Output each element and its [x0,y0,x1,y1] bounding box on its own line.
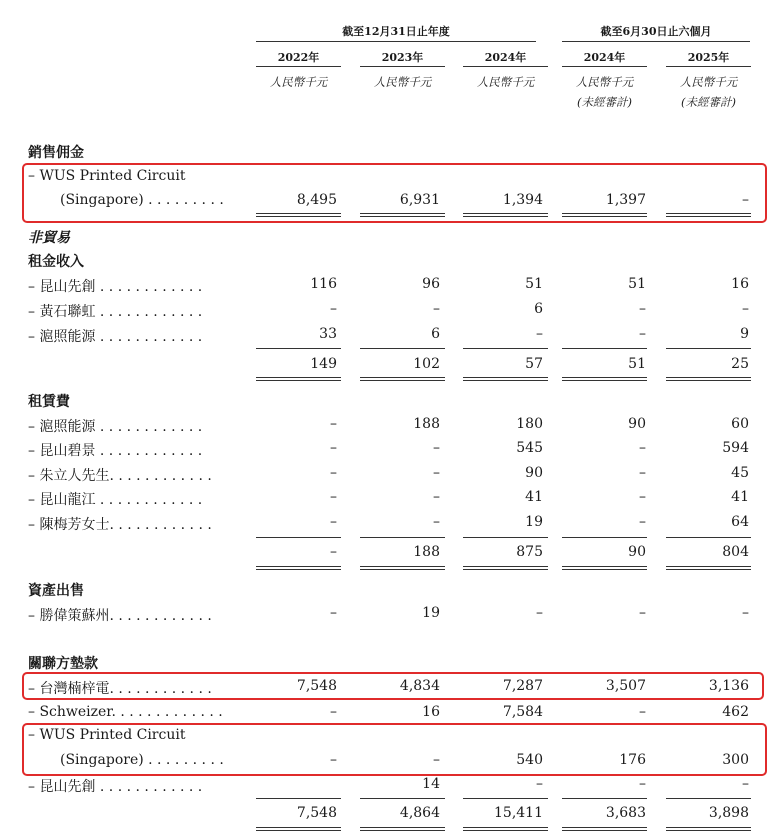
cell: – [433,465,440,481]
rule [666,827,751,828]
total-ra-2024h: 3,683 [605,805,646,821]
rule [360,798,445,799]
cell: – [330,605,337,621]
rule [256,827,341,828]
cell: 180 [516,416,543,432]
row-wus-sc-label-1: – WUS Printed Circuit [28,168,186,184]
cell: – [433,440,440,456]
section-related-advances: 關聯方墊款 [28,656,98,672]
cell: – [330,489,337,505]
row-le-5-label: – 陳梅芳女士. . . . . . . . . . . . [28,517,212,533]
cell: – [536,326,543,342]
total-ri-2024: 57 [525,356,543,372]
cell: – [742,301,749,317]
cell: – [536,776,543,792]
header-rule-col1 [256,66,341,67]
row-ri-3-label: – 滬照能源 . . . . . . . . . . . . [28,329,203,345]
total-le-2024h: 90 [628,544,646,560]
section-asset-sale: 資產出售 [28,583,84,599]
section-sales-commission: 銷售佣金 [28,145,84,161]
header-rule-col3 [463,66,548,67]
cell: 51 [525,276,543,292]
header-rule-col2 [360,66,445,67]
cell: 545 [516,440,543,456]
row-wus-sc-label-2: (Singapore) . . . . . . . . . [60,192,224,208]
row-as-1-label: – 勝偉策蘇州. . . . . . . . . . . . [28,608,212,624]
cell: – [330,752,337,768]
total-le-2024: 875 [516,544,543,560]
row-ra-4-label: – 昆山先創 . . . . . . . . . . . . [28,779,203,795]
header-unit-col5: 人民幣千元 [679,75,738,89]
highlight-box-wus-advances [22,723,767,776]
total-ra-2023: 4,864 [399,805,440,821]
cell: 90 [525,465,543,481]
cell-wus-sc-2024: 1,394 [502,192,543,208]
row-ra-3-label-1: – WUS Printed Circuit [28,727,186,743]
rule [463,830,548,831]
rule [666,348,751,349]
total-ra-2024: 15,411 [494,805,543,821]
total-ri-2022: 149 [310,356,337,372]
rule [360,380,445,381]
section-rental-income: 租金收入 [28,254,84,270]
header-year-2022: 2022年 [277,51,320,64]
cell: – [639,514,646,530]
cell: 45 [731,465,749,481]
rule [562,380,647,381]
rule [562,566,647,567]
cell: – [742,605,749,621]
rule [463,377,548,378]
rule [562,537,647,538]
row-ri-2-label: – 黃石聯虹 . . . . . . . . . . . . [28,304,203,320]
total-ra-2022: 7,548 [296,805,337,821]
header-rule-col5 [666,66,751,67]
rule [463,566,548,567]
rule [256,377,341,378]
cell: – [742,776,749,792]
rule [666,830,751,831]
cell: – [330,465,337,481]
cell: – [330,514,337,530]
rule [463,380,548,381]
header-unaudited-col4: (未經審計) [577,95,632,109]
cell: – [639,605,646,621]
cell: 7,548 [296,678,337,694]
rule [463,798,548,799]
cell: 14 [422,776,440,792]
highlight-box-sales-commission [22,163,767,223]
cell: – [330,301,337,317]
rule [256,569,341,570]
cell-wus-sc-2025h: – [742,192,749,208]
cell: 90 [628,416,646,432]
cell: 3,136 [708,678,749,694]
cell: – [639,440,646,456]
cell: 60 [731,416,749,432]
cell: 64 [731,514,749,530]
cell: 33 [319,326,337,342]
rule [666,380,751,381]
cell: – [330,440,337,456]
cell: 96 [422,276,440,292]
cell: – [330,704,337,720]
cell: 51 [628,276,646,292]
cell: 7,287 [502,678,543,694]
cell: – [639,326,646,342]
rule [562,377,647,378]
rule [360,566,445,567]
row-ri-1-label: – 昆山先創 . . . . . . . . . . . . [28,279,203,295]
row-le-3-label: – 朱立人先生. . . . . . . . . . . . [28,468,212,484]
rule [463,348,548,349]
cell-wus-sc-2023: 6,931 [399,192,440,208]
rule [463,537,548,538]
rule [256,566,341,567]
rule [463,569,548,570]
header-year-2025-interim: 2025年 [687,51,730,64]
rule [562,569,647,570]
cell: 16 [731,276,749,292]
cell: – [639,465,646,481]
header-group-interim: 截至6月30日止六個月 [600,25,712,38]
cell: – [433,489,440,505]
header-rule-col4 [562,66,647,67]
cell: – [639,704,646,720]
cell: 4,834 [399,678,440,694]
cell: 6 [431,326,440,342]
cell: – [330,416,337,432]
rule [360,827,445,828]
cell: 41 [731,489,749,505]
cell: 19 [422,605,440,621]
cell: 7,584 [502,704,543,720]
highlight-box-taiwan-nanzi [22,672,764,700]
rule [666,377,751,378]
cell: 9 [740,326,749,342]
rule [256,348,341,349]
total-le-2025h: 804 [722,544,749,560]
cell: 540 [516,752,543,768]
rule [256,798,341,799]
cell: – [639,301,646,317]
rule [562,830,647,831]
row-ra-3-label-2: (Singapore) . . . . . . . . . [60,752,224,768]
header-unit-col1: 人民幣千元 [269,75,328,89]
cell: – [639,489,646,505]
header-year-2023: 2023年 [381,51,424,64]
header-year-2024-interim: 2024年 [583,51,626,64]
cell: 188 [413,416,440,432]
cell-wus-sc-2024h: 1,397 [605,192,646,208]
header-unit-col4: 人民幣千元 [575,75,634,89]
cell: – [433,301,440,317]
row-le-1-label: – 滬照能源 . . . . . . . . . . . . [28,419,203,435]
total-le-2023: 188 [413,544,440,560]
rule [360,348,445,349]
row-ra-1-label: – 台灣楠梓電. . . . . . . . . . . . [28,681,212,697]
cell: 116 [310,276,337,292]
rule [256,537,341,538]
rule [360,377,445,378]
header-year-2024: 2024年 [484,51,527,64]
rule [360,830,445,831]
cell: – [433,752,440,768]
total-ra-2025h: 3,898 [708,805,749,821]
rule [562,348,647,349]
cell-wus-sc-2022: 8,495 [296,192,337,208]
row-le-2-label: – 昆山碧景 . . . . . . . . . . . . [28,443,203,459]
rule [256,380,341,381]
cell: 176 [619,752,646,768]
row-ra-2-label: – Schweizer. . . . . . . . . . . . . [28,704,223,720]
rule [463,827,548,828]
cell: 3,507 [605,678,646,694]
cell: – [536,605,543,621]
rule [562,798,647,799]
cell: 41 [525,489,543,505]
total-ri-2025h: 25 [731,356,749,372]
cell: 594 [722,440,749,456]
rule [562,827,647,828]
rule [256,830,341,831]
header-unit-col2: 人民幣千元 [373,75,432,89]
section-non-trade: 非貿易 [28,230,70,246]
total-le-2022: – [330,544,337,560]
rule [666,537,751,538]
rule [666,569,751,570]
cell: 462 [722,704,749,720]
header-unit-col3: 人民幣千元 [476,75,535,89]
header-unaudited-col5: (未經審計) [681,95,736,109]
cell: 6 [534,301,543,317]
header-group-annual: 截至12月31日止年度 [342,25,450,38]
total-ri-2024h: 51 [628,356,646,372]
total-ri-2023: 102 [413,356,440,372]
cell: – [639,776,646,792]
rule [666,566,751,567]
row-le-4-label: – 昆山龍江 . . . . . . . . . . . . [28,492,203,508]
cell: 19 [525,514,543,530]
rule [666,798,751,799]
header-rule-annual [256,41,536,42]
rule [360,537,445,538]
cell: 16 [422,704,440,720]
cell: 300 [722,752,749,768]
rule [360,569,445,570]
section-lease-expense: 租賃費 [28,394,70,410]
header-rule-interim [562,41,750,42]
cell: – [433,514,440,530]
